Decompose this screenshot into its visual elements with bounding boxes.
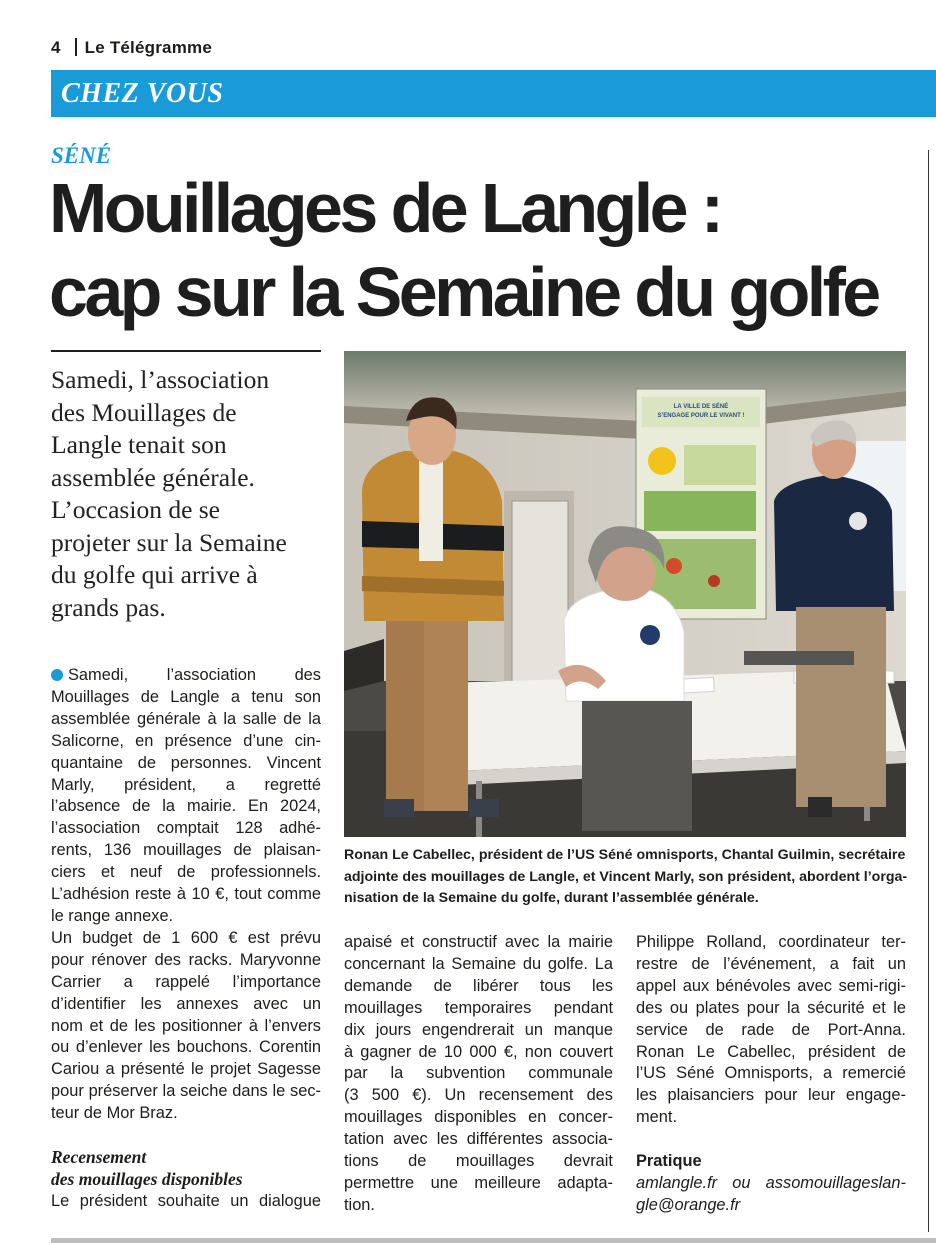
meeting-photo-illustration xyxy=(344,351,906,837)
body-line: apaisé et constructif avec la mairie xyxy=(344,933,613,951)
body-line: quantaine de personnes. Vincent xyxy=(51,753,321,772)
body-line: Cariou a présenté le projet Sagesse xyxy=(51,1060,321,1079)
body-line: Ronan Le Cabellec, président de xyxy=(636,1042,906,1061)
article-headline xyxy=(49,166,919,334)
lead-line: Langle tenait son xyxy=(51,430,227,459)
body-line: Salicorne, en présence d’une cin- xyxy=(51,731,321,750)
body-column-2 xyxy=(344,932,613,1217)
lead-line: grands pas. xyxy=(51,592,166,622)
practical-line: amlangle.fr ou assomouillageslan- xyxy=(636,1174,906,1193)
practical-label: Pratique xyxy=(636,1152,702,1171)
body-line: le range annexe. xyxy=(51,906,174,925)
poster-line-1: LA VILLE DE SÉNÉ xyxy=(673,404,729,410)
subheading-line: des mouillages disponibles xyxy=(51,1168,243,1189)
body-column-3 xyxy=(636,932,906,1217)
body-line: dix jours engendrerait un manque xyxy=(344,1020,613,1039)
body-line: nom et de les positionner à l’envers xyxy=(51,1016,321,1035)
lead-line: Samedi, l’association xyxy=(51,365,270,394)
bullet-icon xyxy=(51,669,63,681)
page-bottom-rule xyxy=(51,1238,936,1243)
body-line: l’association comptait 128 adhé- xyxy=(51,819,321,838)
page-number: 4 xyxy=(51,38,61,57)
body-column-1 xyxy=(51,665,321,1213)
body-line: ment. xyxy=(636,1108,677,1127)
caption-line: Ronan Le Cabellec, président de l’US Séné omnisports, Chantal Guilmin, secrétaire xyxy=(344,847,906,863)
body-line: pour rénover des racks. Maryvonne xyxy=(51,950,321,969)
caption-line: nisation de la Semaine du golfe, durant l’assemblée générale. xyxy=(344,890,759,906)
lead-line: du golfe qui arrive à xyxy=(51,560,258,589)
article-photo xyxy=(344,351,906,837)
body-line: d’identifier les annexes avec un xyxy=(51,994,321,1013)
body-line: restre de l’événement, a fait un xyxy=(636,954,906,973)
body-line: mouillages temporaires pendant xyxy=(344,998,613,1017)
body-line: tions de mouillages devrait xyxy=(344,1152,613,1171)
body-line: demande de libérer tous les xyxy=(344,976,613,995)
body-line: L’adhésion reste à 10 €, tout comme xyxy=(51,885,321,904)
body-line: Le président souhaite un dialogue xyxy=(51,1191,321,1210)
body-line: concernant la Semaine du golfe. La xyxy=(344,954,613,973)
body-line: des ou plates pour la sécurité et le xyxy=(636,998,906,1017)
photo-caption xyxy=(344,845,914,910)
body-line: appel aux bénévoles avec semi-rigi- xyxy=(636,976,906,995)
practical-line: gle@orange.fr xyxy=(636,1195,741,1214)
page-folio xyxy=(51,38,212,58)
article-kicker: SÉNÉ xyxy=(51,143,112,168)
subheading-line: Recensement xyxy=(51,1147,147,1168)
body-line: l’US Séné Omnisports, a remercié xyxy=(636,1064,906,1083)
body-line: l’absence de la mairie. En 2024, xyxy=(51,797,321,816)
lead-line: des Mouillages de xyxy=(51,397,237,427)
headline-line: Mouillages de Langle : xyxy=(49,169,721,247)
lead-line: L’occasion de se xyxy=(51,495,220,524)
body-line: Mouillages de Langle a tenu son xyxy=(51,687,321,706)
section-banner xyxy=(51,70,936,117)
section-title: CHEZ VOUS xyxy=(61,78,224,109)
column-rule xyxy=(928,150,929,1232)
body-line: Un budget de 1 600 € est prévu xyxy=(51,928,321,947)
body-line: Philippe Rolland, coordinateur ter- xyxy=(636,933,906,951)
body-line: (3 500 €). Un recensement des xyxy=(344,1086,613,1105)
body-line: ciers et neuf de professionnels. xyxy=(51,863,321,882)
body-line: pour préserver la seiche dans le sec- xyxy=(51,1082,321,1101)
body-line: les plaisanciers pour leur engage- xyxy=(636,1086,906,1105)
body-line: mouillages disponibles en concer- xyxy=(344,1108,613,1127)
body-line: à gagner de 10 000 €, non couvert xyxy=(344,1042,613,1061)
lead-divider xyxy=(51,350,321,352)
publication-name: Le Télégramme xyxy=(84,38,212,57)
body-line: assemblée générale à la salle de la xyxy=(51,709,321,728)
body-line: ou d’enlever les bouchons. Corentin xyxy=(51,1038,321,1057)
poster-line-2: S’ENGAGE POUR LE VIVANT ! xyxy=(657,413,745,419)
body-line: permettre une meilleure adapta- xyxy=(344,1173,613,1192)
lead-line: projeter sur la Semaine xyxy=(51,527,287,557)
body-line: Samedi, l’association des xyxy=(68,666,321,684)
body-line: service de rade de Port-Anna. xyxy=(636,1020,906,1039)
body-line: rents, 136 mouillages de plaisan- xyxy=(51,841,321,860)
caption-line: adjointe des mouillages de Langle, et Vincent Marly, son président, abordent l’orga- xyxy=(344,868,908,885)
body-line: tation avec les différentes associa- xyxy=(344,1130,613,1149)
article-lead xyxy=(51,364,326,624)
headline-line: cap sur la Semaine du golfe xyxy=(49,253,878,331)
body-line: Marly, président, a regretté xyxy=(51,775,321,794)
body-line: par la subvention communale xyxy=(344,1064,613,1083)
body-line: tion. xyxy=(344,1195,375,1214)
body-line: Carrier a rappelé l’importance xyxy=(51,972,321,991)
folio-divider xyxy=(75,38,77,56)
body-line: teur de Mor Braz. xyxy=(51,1104,178,1123)
lead-line: assemblée générale. xyxy=(51,462,255,492)
